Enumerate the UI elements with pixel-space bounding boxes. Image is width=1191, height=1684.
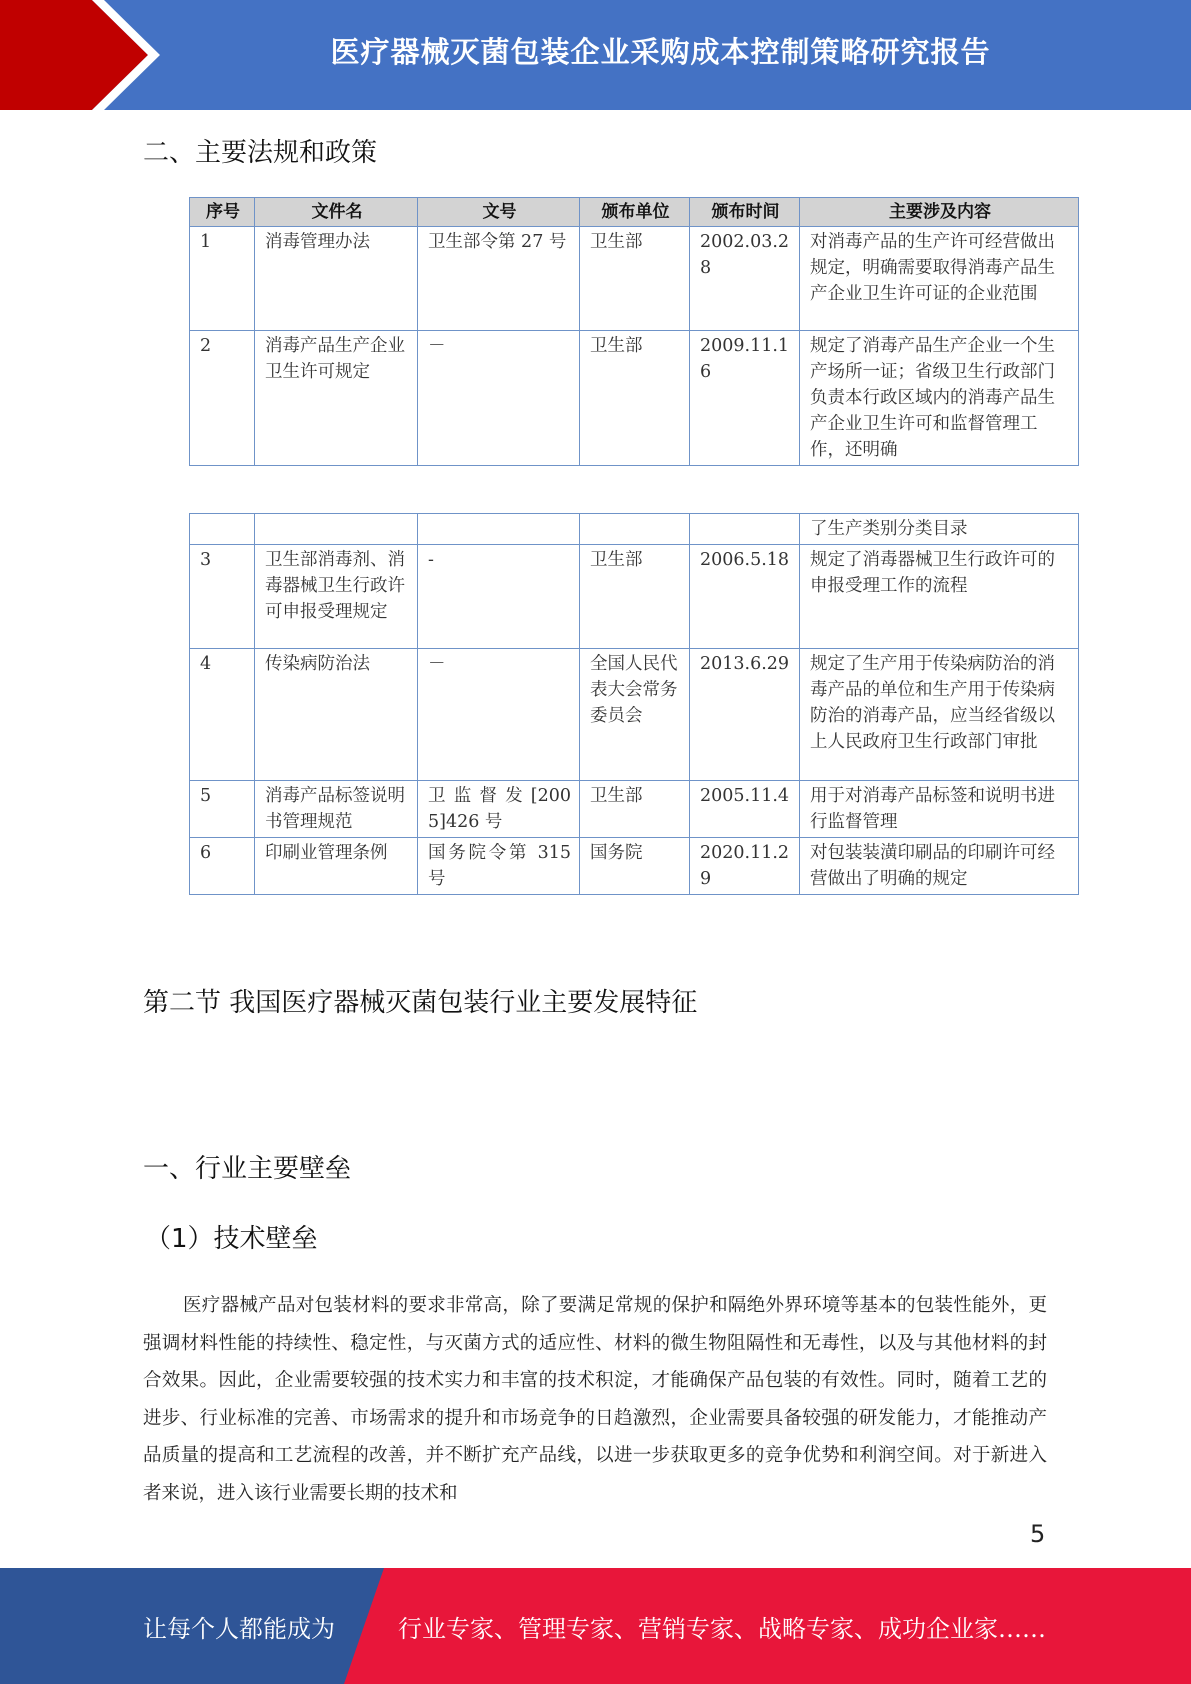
table-row (190, 838, 1079, 895)
column-header: 文号 (418, 198, 580, 227)
cell-issuer: 全国人民代表大会常务委员会 (580, 649, 690, 781)
cell-content: 对消毒产品的生产许可经营做出规定，明确需要取得消毒产品生产企业卫生许可证的企业范围 (800, 227, 1079, 331)
cell-name: 印刷业管理条例 (255, 838, 418, 895)
cell-issuer: 卫生部 (580, 545, 690, 649)
header-chevron-decoration (0, 0, 160, 110)
regulations-table-part-1 (189, 197, 1079, 466)
cell-name: 传染病防治法 (255, 649, 418, 781)
cell-content: 了生产类别分类目录 (800, 514, 1079, 545)
page-footer (0, 1568, 1191, 1684)
cell-issuer: 国务院 (580, 838, 690, 895)
cell-docno: － (418, 649, 580, 781)
cell-no: 2 (190, 331, 255, 466)
footer-slogan-left: 让每个人都能成为 (143, 1614, 335, 1643)
cell-date: 2013.6.29 (690, 649, 800, 781)
table-row (190, 514, 1079, 545)
table-row (190, 331, 1079, 466)
table-row (190, 781, 1079, 838)
section-heading-barriers: 一、行业主要壁垒 (143, 1154, 352, 1184)
table-row (190, 649, 1079, 781)
page-number: 5 (1030, 1520, 1046, 1548)
cell-name (255, 514, 418, 545)
cell-no: 4 (190, 649, 255, 781)
cell-no: 3 (190, 545, 255, 649)
cell-no (190, 514, 255, 545)
cell-date: 2020.11.29 (690, 838, 800, 895)
cell-content: 规定了消毒器械卫生行政许可的申报受理工作的流程 (800, 545, 1079, 649)
cell-docno: - (418, 545, 580, 649)
footer-slogan-right: 行业专家、管理专家、营销专家、战略专家、成功企业家…… (398, 1614, 1046, 1643)
report-title: 医疗器械灭菌包装企业采购成本控制策略研究报告 (330, 34, 991, 69)
cell-content: 对包装装潢印刷品的印刷许可经营做出了明确的规定 (800, 838, 1079, 895)
column-header: 颁布时间 (690, 198, 800, 227)
cell-issuer: 卫生部 (580, 331, 690, 466)
cell-no: 1 (190, 227, 255, 331)
cell-docno (418, 514, 580, 545)
cell-issuer: 卫生部 (580, 227, 690, 331)
column-header: 主要涉及内容 (800, 198, 1079, 227)
column-header: 序号 (190, 198, 255, 227)
table-row (190, 227, 1079, 331)
cell-issuer: 卫生部 (580, 781, 690, 838)
section-heading-policy: 二、主要法规和政策 (143, 138, 378, 168)
cell-name: 消毒产品生产企业卫生许可规定 (255, 331, 418, 466)
cell-content: 用于对消毒产品标签和说明书进行监督管理 (800, 781, 1079, 838)
cell-docno: 国务院令第 315 号 (418, 838, 580, 895)
cell-name: 卫生部消毒剂、消毒器械卫生行政许可申报受理规定 (255, 545, 418, 649)
cell-no: 6 (190, 838, 255, 895)
cell-no: 5 (190, 781, 255, 838)
page-header (0, 0, 1191, 110)
cell-content: 规定了生产用于传染病防治的消毒产品的单位和生产用于传染病防治的消毒产品，应当经省级以上人民政府卫生行政部门审批 (800, 649, 1079, 781)
cell-name: 消毒管理办法 (255, 227, 418, 331)
subheading-technical-barrier: （1）技术壁垒 (145, 1224, 318, 1254)
table-header-row (190, 198, 1079, 227)
cell-date (690, 514, 800, 545)
cell-docno: － (418, 331, 580, 466)
cell-date: 2009.11.16 (690, 331, 800, 466)
cell-docno: 卫 监 督 发 [2005]426 号 (418, 781, 580, 838)
cell-content: 规定了消毒产品生产企业一个生产场所一证；省级卫生行政部门负责本行政区域内的消毒产品生产企业卫生许可和监督管理工作，还明确 (800, 331, 1079, 466)
column-header: 颁布单位 (580, 198, 690, 227)
body-paragraph: 医疗器械产品对包装材料的要求非常高，除了要满足常规的保护和隔绝外界环境等基本的包装性能外，更强调材料性能的持续性、稳定性，与灭菌方式的适应性、材料的微生物阻隔性和无毒性，以及与其他材料的封合效果。因此，企业需要较强的技术实力和丰富的技术积淀，才能确保产品包装的有效性。同时，随着工艺的进步、行业标准的完善、市场需求的提升和市场竞争的日趋激烈，企业需要具备较强的研发能力，才能推动产品质量的提高和工艺流程的改善，并不断扩充产品线，以进一步获取更多的竞争优势和利润空间。对于新进入者来说，进入该行业需要长期的技术和 (143, 1295, 1047, 1504)
cell-date: 2002.03.28 (690, 227, 800, 331)
cell-docno: 卫生部令第 27 号 (418, 227, 580, 331)
regulations-table-part-2 (189, 513, 1079, 895)
table-row (190, 545, 1079, 649)
cell-name: 消毒产品标签说明书管理规范 (255, 781, 418, 838)
cell-date: 2006.5.18 (690, 545, 800, 649)
section-heading-development: 第二节 我国医疗器械灭菌包装行业主要发展特征 (143, 988, 698, 1018)
cell-issuer (580, 514, 690, 545)
column-header: 文件名 (255, 198, 418, 227)
cell-date: 2005.11.4 (690, 781, 800, 838)
